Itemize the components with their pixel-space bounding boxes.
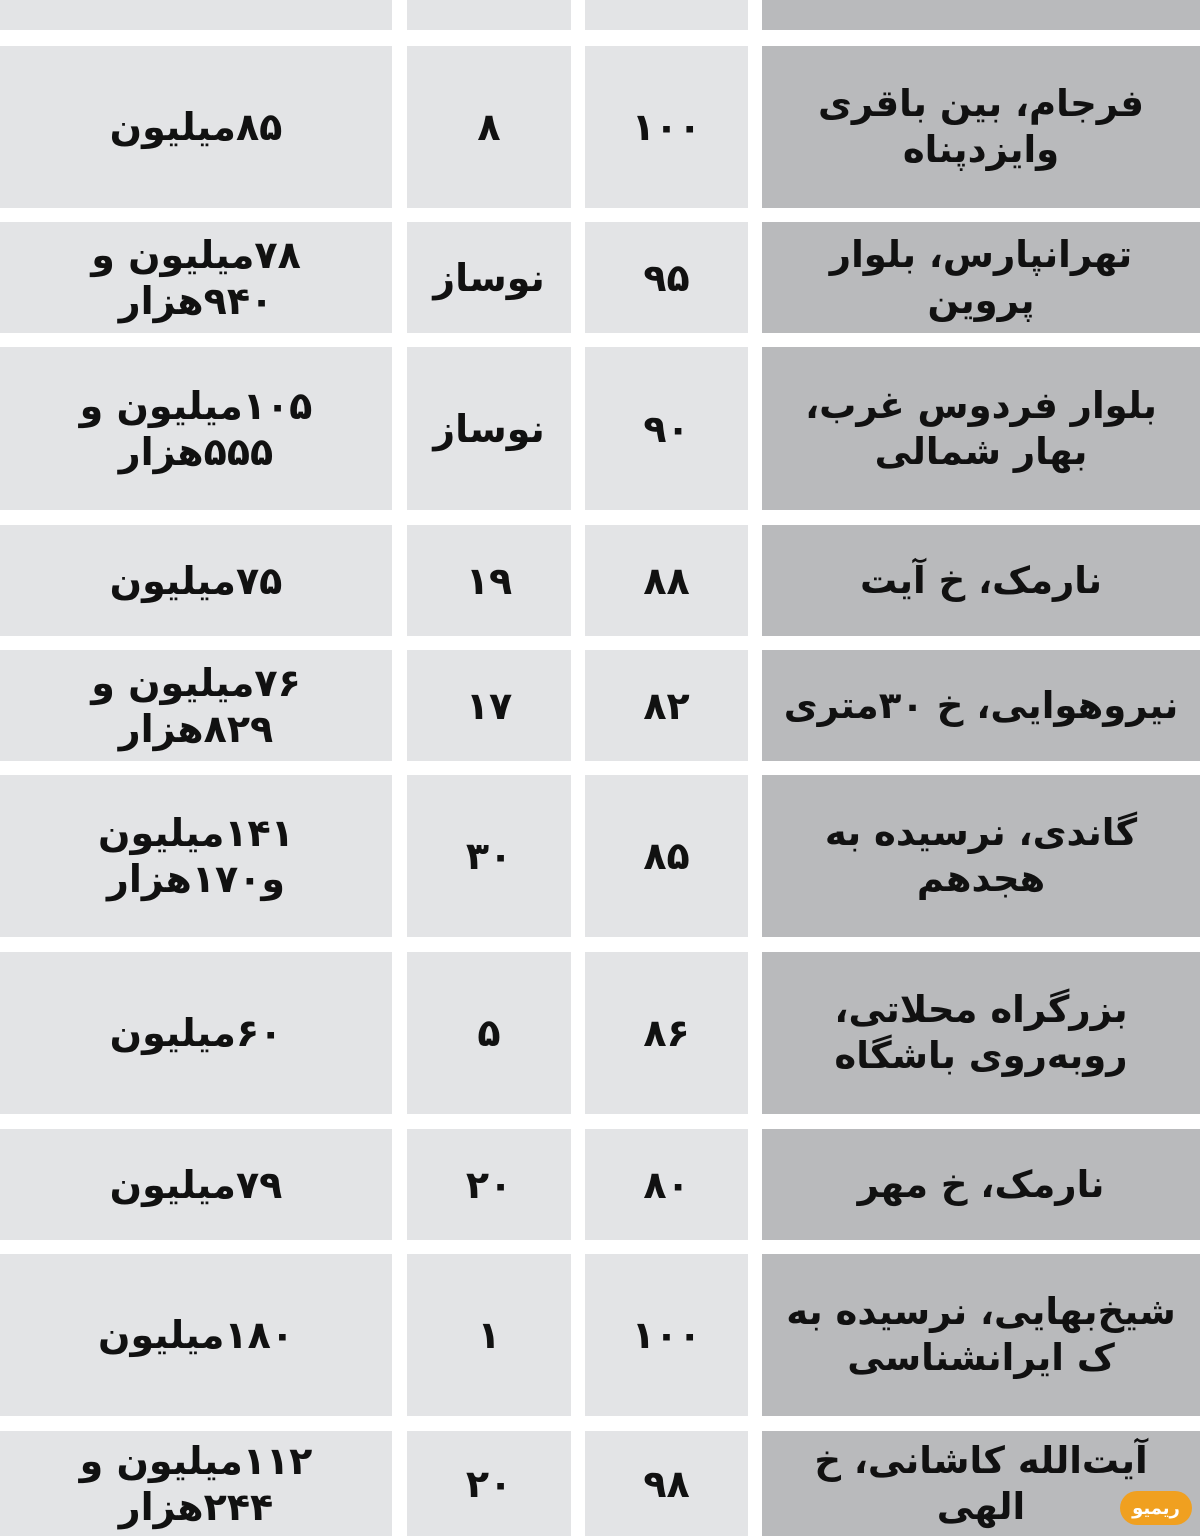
table-row: [0, 222, 1200, 333]
price-cell: ۷۸میلیون و ۹۴۰هزار: [0, 222, 392, 333]
age-cell: ۱۹: [407, 525, 571, 636]
age-cell: نوساز: [407, 347, 571, 510]
age-cell: ۲۰: [407, 1129, 571, 1240]
table-row: [0, 46, 1200, 208]
area-cell: ۸۸: [585, 525, 748, 636]
table-row: [0, 347, 1200, 510]
location-cell: آیت‌الله کاشانی، خ الهی: [762, 1431, 1200, 1536]
area-cell: ۱۰۰: [585, 46, 748, 208]
age-cell: نوساز: [407, 222, 571, 333]
watermark-logo: [1118, 1488, 1194, 1528]
price-cell: ۷۵میلیون: [0, 525, 392, 636]
area-cell: ۹۰: [585, 347, 748, 510]
area-cell: [585, 0, 748, 30]
age-cell: ۲۰: [407, 1431, 571, 1536]
location-cell: بلوار فردوس غرب، بهار شمالی: [762, 347, 1200, 510]
price-cell: ۱۱۲میلیون و ۲۴۴هزار: [0, 1431, 392, 1536]
location-cell: نیروهوایی، خ ۳۰متری: [762, 650, 1200, 761]
table-row: [0, 775, 1200, 937]
price-cell: ۷۹میلیون: [0, 1129, 392, 1240]
table-row: [0, 650, 1200, 761]
area-cell: ۸۵: [585, 775, 748, 937]
table-row: [0, 1129, 1200, 1240]
location-cell: نارمک، خ مهر: [762, 1129, 1200, 1240]
table-row: [0, 952, 1200, 1114]
price-cell: ۱۸۰میلیون: [0, 1254, 392, 1416]
age-cell: ۱: [407, 1254, 571, 1416]
age-cell: ۸: [407, 46, 571, 208]
area-cell: ۸۰: [585, 1129, 748, 1240]
table-row: [0, 1431, 1200, 1536]
location-cell: فرجام، بين باقری وایزدپناه: [762, 46, 1200, 208]
watermark-text: ریمیو: [1120, 1491, 1192, 1525]
price-cell: ۷۶میلیون و ۸۲۹هزار: [0, 650, 392, 761]
area-cell: ۸۶: [585, 952, 748, 1114]
location-cell: [762, 0, 1200, 30]
area-cell: ۹۸: [585, 1431, 748, 1536]
table-row: [0, 1254, 1200, 1416]
age-cell: ۵: [407, 952, 571, 1114]
price-cell: [0, 0, 392, 30]
location-cell: تهرانپارس، بلوار پروین: [762, 222, 1200, 333]
location-cell: بزرگراه محلاتی، روبه‌روی باشگاه: [762, 952, 1200, 1114]
price-cell: ۶۰میلیون: [0, 952, 392, 1114]
price-cell: ۸۵میلیون: [0, 46, 392, 208]
location-cell: گاندی، نرسیده به هجدهم: [762, 775, 1200, 937]
table-row: [0, 0, 1200, 30]
area-cell: ۹۵: [585, 222, 748, 333]
table-row: [0, 525, 1200, 636]
area-cell: ۱۰۰: [585, 1254, 748, 1416]
price-cell: ۱۰۵میلیون و ۵۵۵هزار: [0, 347, 392, 510]
age-cell: [407, 0, 571, 30]
price-cell: ۱۴۱میلیون و۱۷۰هزار: [0, 775, 392, 937]
age-cell: ۳۰: [407, 775, 571, 937]
area-cell: ۸۲: [585, 650, 748, 761]
location-cell: شیخ‌بهایی، نرسیده به ک ایرانشناسی: [762, 1254, 1200, 1416]
location-cell: نارمک، خ آیت: [762, 525, 1200, 636]
age-cell: ۱۷: [407, 650, 571, 761]
